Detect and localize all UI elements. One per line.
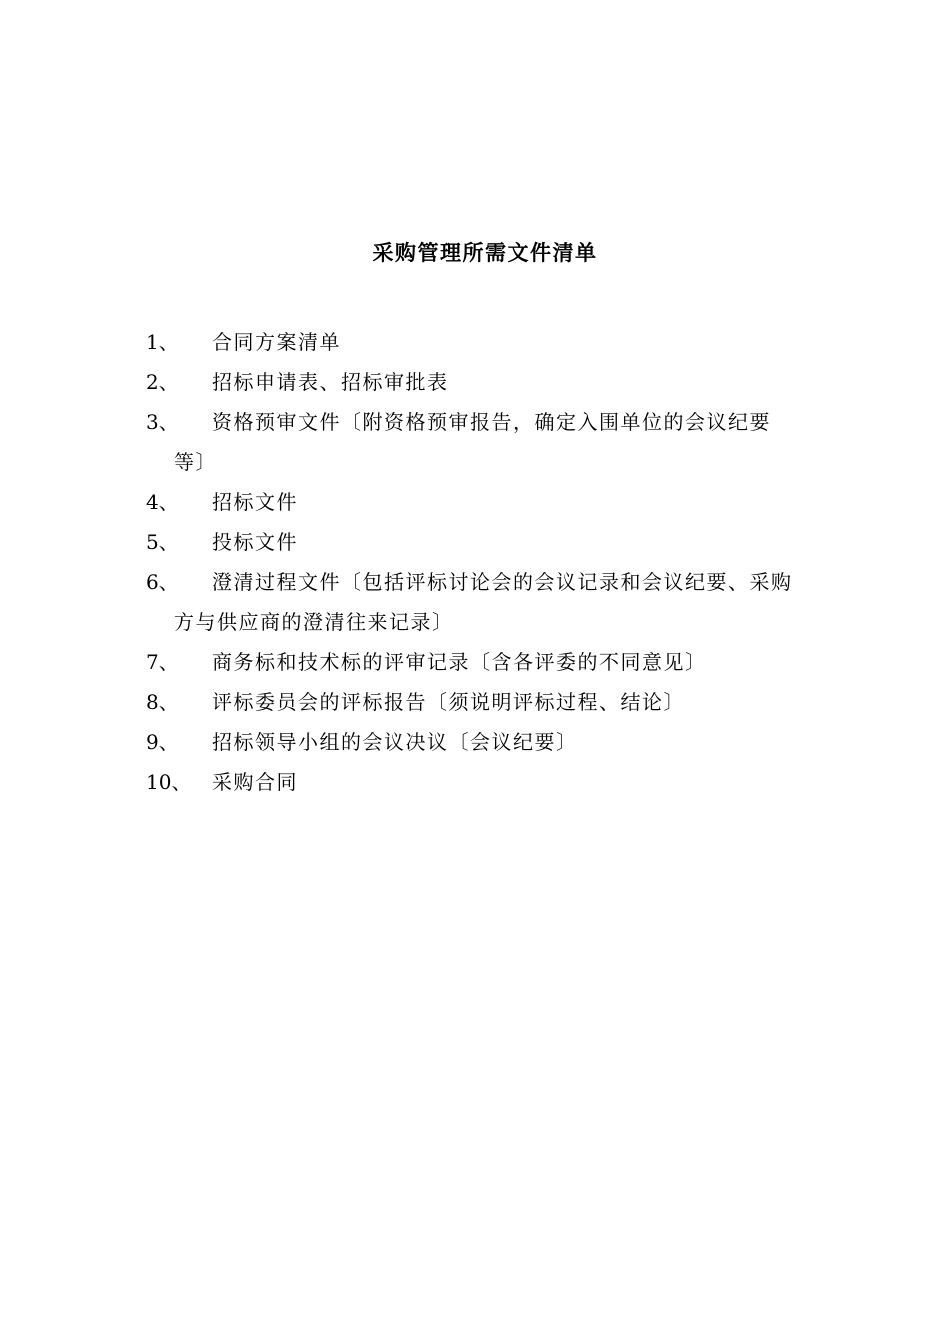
item-number: 9、 [146, 730, 179, 754]
list-item [146, 402, 836, 482]
item-text: 资格预审文件〔附资格预审报告，确定入围单位的会议纪要 [212, 410, 771, 434]
list-item [146, 762, 836, 802]
item-number: 2、 [146, 370, 179, 394]
item-text-continuation: 等〕 [174, 450, 217, 474]
item-number: 5、 [146, 530, 179, 554]
list-item [146, 522, 836, 562]
item-text: 合同方案清单 [212, 330, 341, 354]
item-number: 4、 [146, 490, 179, 514]
item-number: 10、 [146, 770, 192, 794]
item-text: 招标申请表、招标审批表 [212, 370, 449, 394]
item-text: 招标文件 [212, 490, 298, 514]
item-number: 7、 [146, 650, 179, 674]
list-item [146, 642, 836, 682]
page-title: 采购管理所需文件清单 [372, 240, 598, 265]
item-number: 3、 [146, 410, 179, 434]
item-text-continuation: 方与供应商的澄清往来记录〕 [174, 610, 454, 634]
item-number: 8、 [146, 690, 179, 714]
item-text: 评标委员会的评标报告〔须说明评标过程、结论〕 [212, 690, 685, 714]
item-text: 澄清过程文件〔包括评标讨论会的会议记录和会议纪要、采购 [212, 570, 793, 594]
list-item [146, 322, 836, 362]
list-item [146, 682, 836, 722]
item-number: 1、 [146, 330, 179, 354]
list-item [146, 562, 836, 642]
list-item [146, 362, 836, 402]
item-text: 招标领导小组的会议决议〔会议纪要〕 [212, 730, 578, 754]
list-item [146, 722, 836, 762]
item-text: 投标文件 [212, 530, 298, 554]
list-item [146, 482, 836, 522]
item-text: 采购合同 [212, 770, 298, 794]
item-text: 商务标和技术标的评审记录〔含各评委的不同意见〕 [212, 650, 707, 674]
item-number: 6、 [146, 570, 179, 594]
document-list [146, 322, 836, 802]
